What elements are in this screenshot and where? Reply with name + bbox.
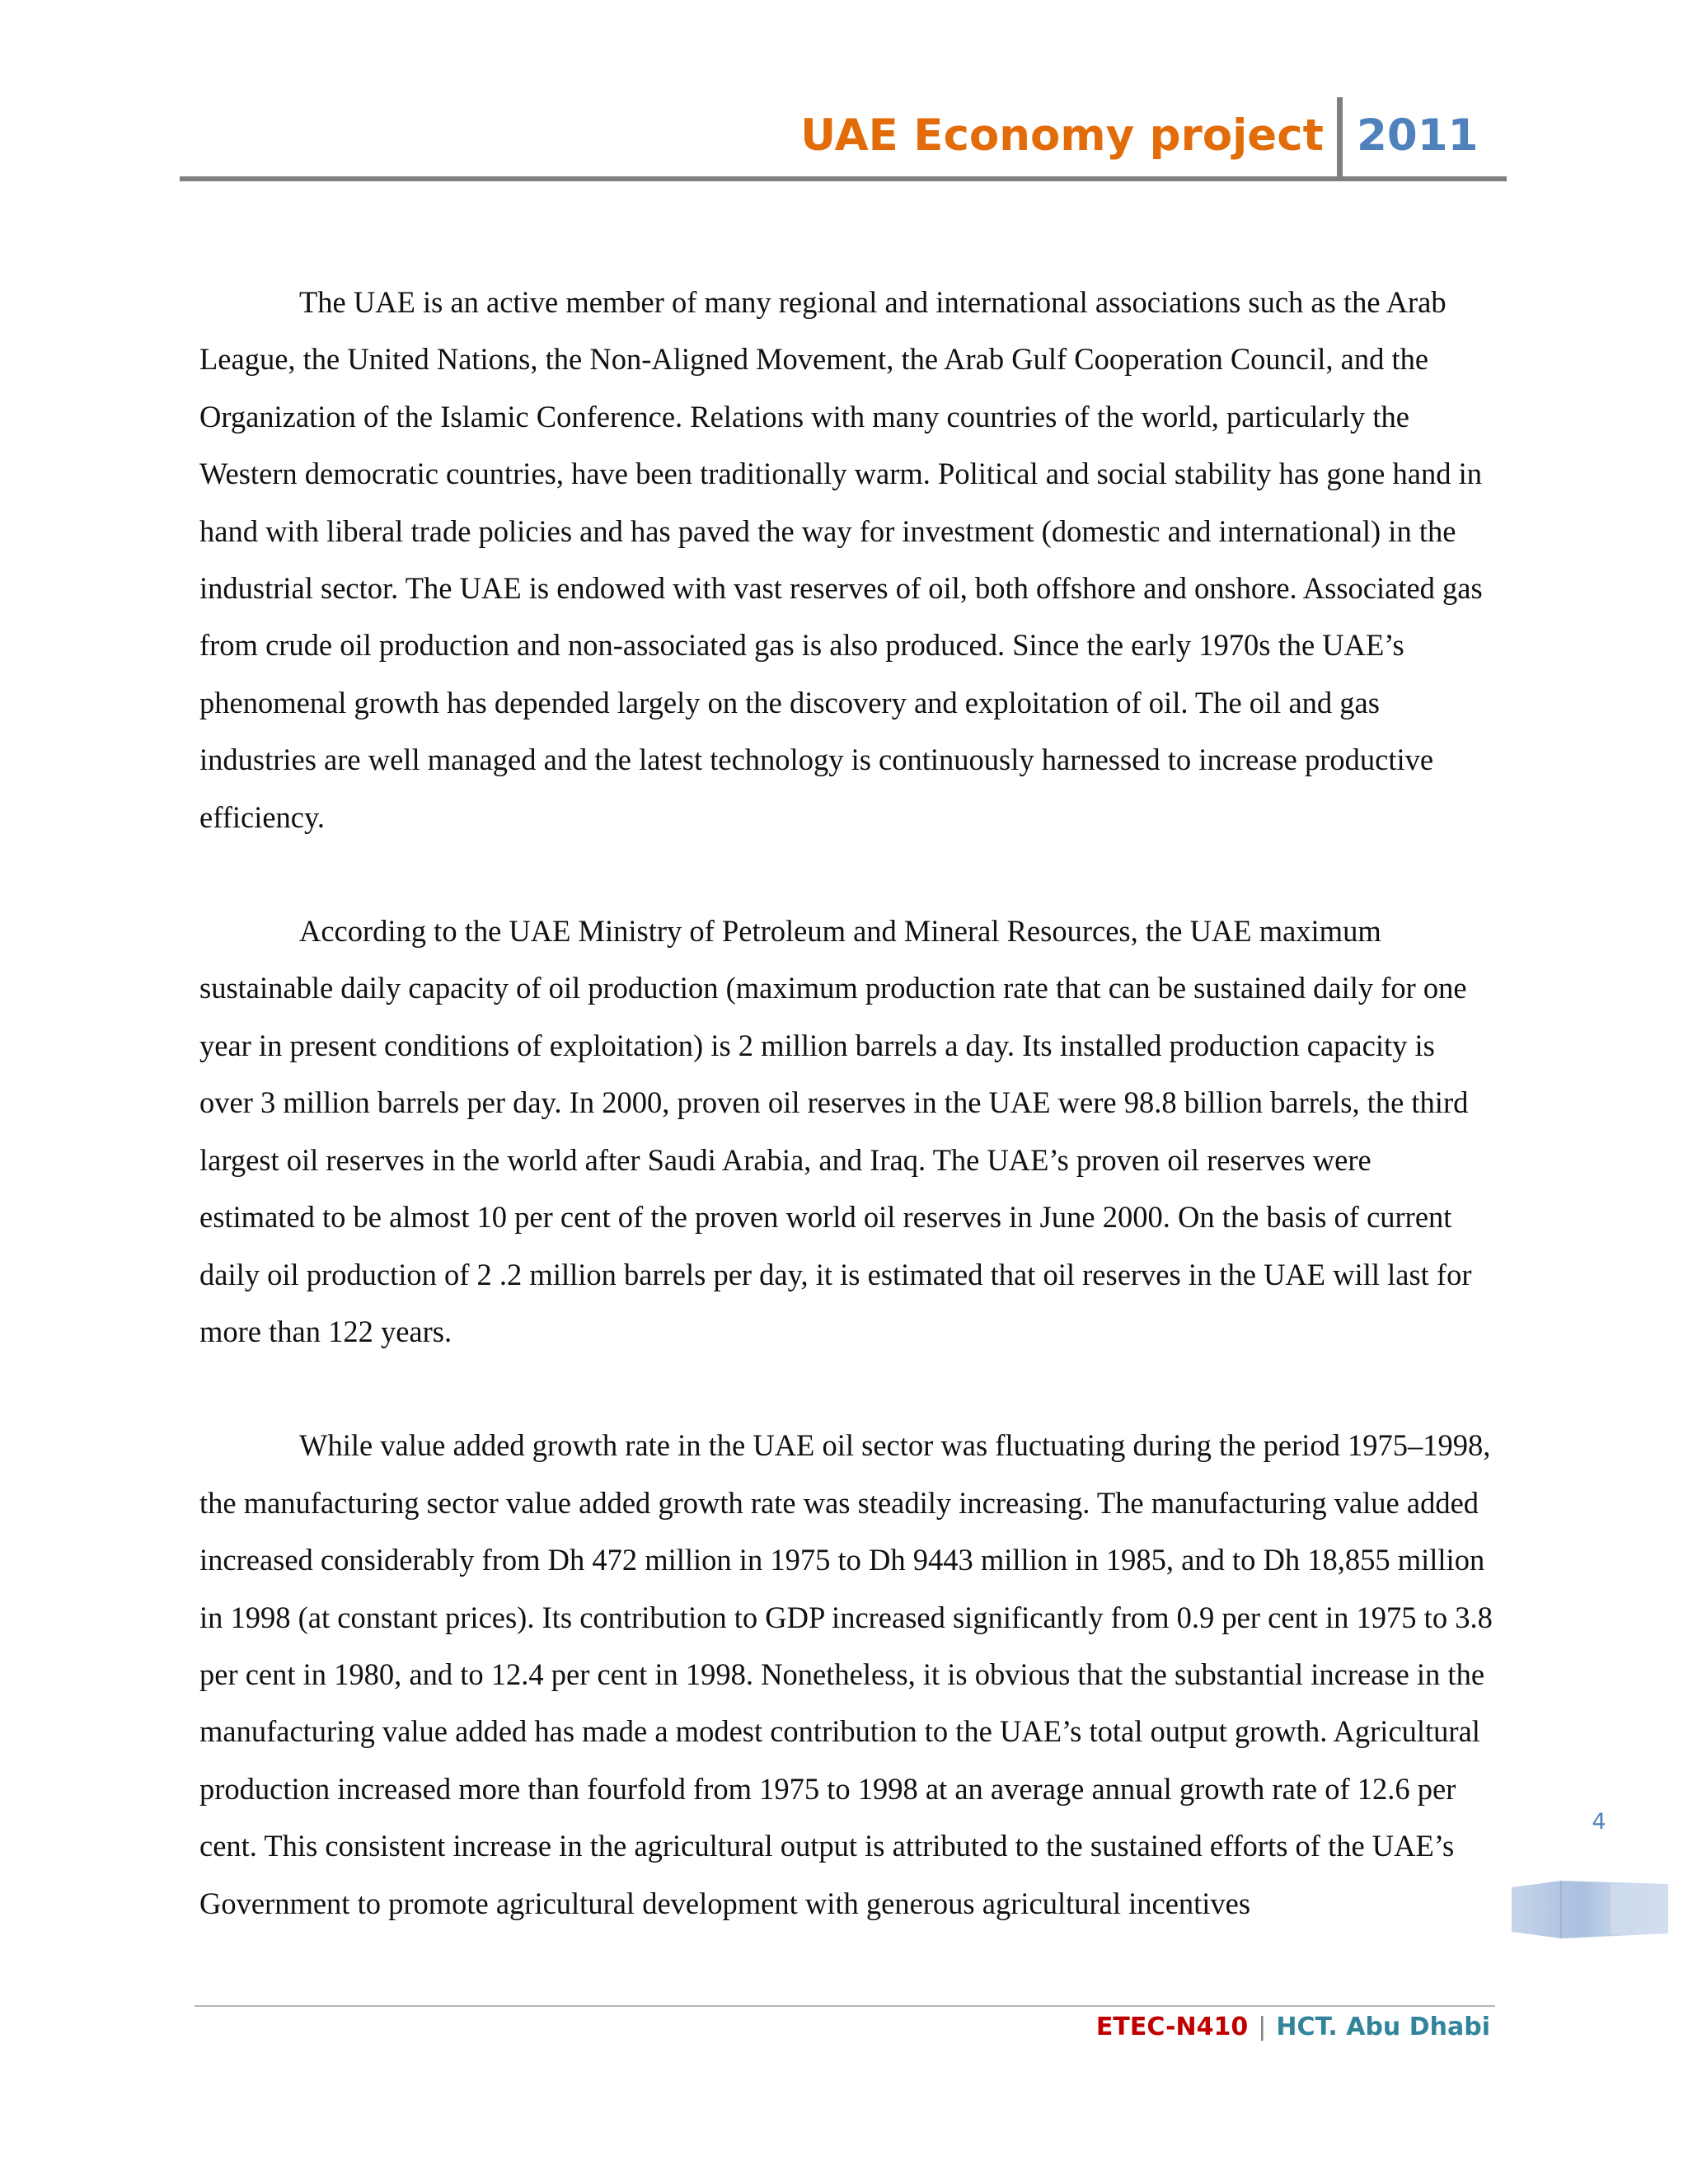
header-year: 2011 [1357,110,1479,161]
page-number: 4 [1592,1809,1606,1835]
page-header [180,97,1507,183]
header-divider [1337,97,1343,178]
paragraph-3: While value added growth rate in the UAE oil sector was fluctuating during the period 1975–1998, the manufacturing sector value added growth rate was steadily increasing. The manufacturing value added increased considerably from Dh 472 million in 1975 to Dh 9443 million in 1985, and to Dh 18,855 million in 1998 (at constant prices). Its contribution to GDP increased significantly from 0.9 per cent in 1975 to 3.8 per cent in 1980, and to 12.4 per cent in 1998. Nonetheless, it is obvious that the substantial increase in the manufacturing value added has made a modest contribution to the UAE’s total output growth. Agricultural production increased more than fourfold from 1975 to 1998 at an average annual growth rate of 12.6 per cent. This consistent increase in the agricultural output is attributed to the sustained efforts of the UAE’s Government to promote agricultural development with generous agricultural incentives [199,1428,1493,1920]
footer-course-code: ETEC-N410 [1095,2013,1249,2041]
header-title: UAE Economy project [800,110,1324,161]
footer-separator: | [1258,2013,1267,2041]
page-tab-decoration [1512,1881,1668,1938]
paragraph-2: According to the UAE Ministry of Petroleum and Mineral Resources, the UAE maximum sustainable daily capacity of oil production (maximum production rate that can be sustained daily for one year in present conditions of exploitation) is 2 million barrels a day. Its installed production capacity is over 3 million barrels per day. In 2000, proven oil reserves in the UAE were 98.8 billion barrels, the third largest oil reserves in the world after Saudi Arabia, and Iraq. The UAE’s proven oil reserves were estimated to be almost 10 per cent of the proven world oil reserves in June 2000. On the basis of current daily oil production of 2 .2 million barrels per day, it is estimated that oil reserves in the UAE will last for more than 122 years. [199,914,1472,1348]
footer-rule [195,2005,1495,2007]
document-body [199,274,1493,1932]
page-footer [1096,2013,1490,2041]
header-rule [180,176,1507,181]
paragraph-1: The UAE is an active member of many regional and international associations such as the Arab League, the United Nations, the Non-Aligned Movement, the Arab Gulf Cooperation Council, and the Organization of the Islamic Conference. Relations with many countries of the world, particularly the Western democratic countries, have been traditionally warm. Political and social stability has gone hand in hand with liberal trade policies and has paved the way for investment (domestic and international) in the industrial sector. The UAE is endowed with vast reserves of oil, both offshore and onshore. Associated gas from crude oil production and non-associated gas is also produced. Since the early 1970s the UAE’s phenomenal growth has depended largely on the discovery and exploitation of oil. The oil and gas industries are well managed and the latest technology is continuously harnessed to increase productive efficiency. [199,285,1483,834]
footer-school-name: HCT. Abu Dhabi [1276,2013,1490,2041]
